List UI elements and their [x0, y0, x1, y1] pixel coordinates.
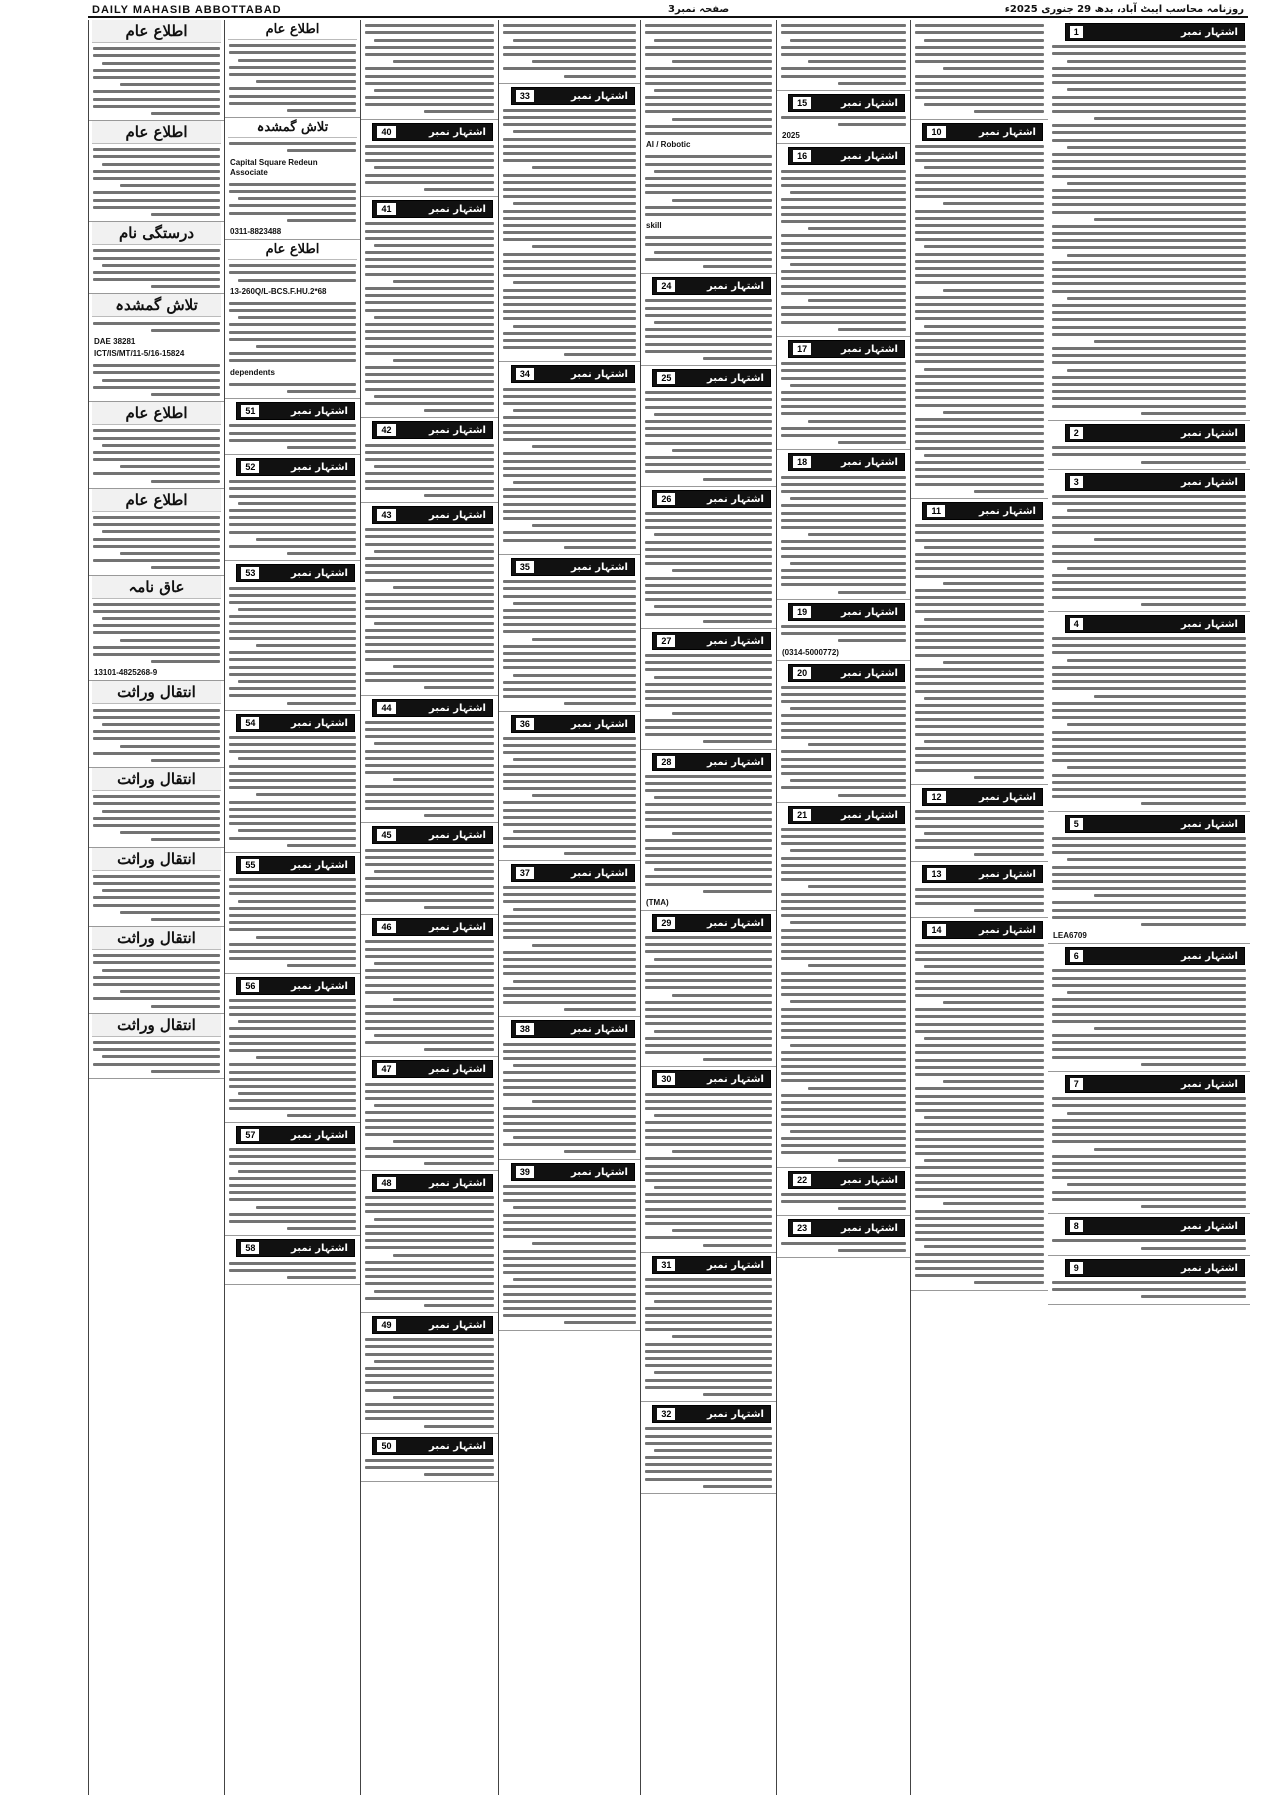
notice-badge: اشتہار نمبر 15 [788, 94, 905, 112]
phone-number: (0314-5000772) [782, 647, 839, 657]
notice-badge: اشتہار نمبر 47 [372, 1060, 493, 1078]
notice [225, 455, 360, 561]
notice [361, 503, 498, 696]
column-2 [910, 20, 1048, 1795]
notice-badge: اشتہار نمبر 56 [236, 977, 355, 995]
notice [225, 974, 360, 1123]
notice [641, 1253, 776, 1402]
notice-badge: اشتہار نمبر 1 [1065, 23, 1245, 41]
course-name: AI / Robotic [646, 140, 691, 150]
notice-heading: اطلاع عام [228, 20, 357, 40]
notice [499, 20, 640, 84]
notice-heading: تلاش گمشدہ [228, 118, 357, 138]
notice-badge: اشتہار نمبر 16 [788, 147, 905, 165]
notice-badge: اشتہار نمبر 37 [511, 864, 635, 882]
notice [361, 197, 498, 418]
notice-badge: اشتہار نمبر 51 [236, 402, 355, 420]
column-4 [640, 20, 776, 1795]
notice-badge: اشتہار نمبر 11 [922, 502, 1043, 520]
notice-badge: اشتہار نمبر 19 [788, 603, 905, 621]
notice [1048, 470, 1250, 612]
notice-heading: اطلاع عام [92, 20, 221, 43]
notice-heading: تلاش گمشدہ [92, 294, 221, 317]
notice [499, 362, 640, 555]
notice-badge: اشتہار نمبر 2 [1065, 424, 1245, 442]
notice-badge: اشتہار نمبر 10 [922, 123, 1043, 141]
notice [89, 402, 224, 489]
notice [777, 803, 910, 1168]
notice-badge: اشتہار نمبر 42 [372, 421, 493, 439]
column-1 [1048, 20, 1250, 1795]
notice [361, 915, 498, 1057]
notice [225, 711, 360, 853]
notice [777, 1216, 910, 1258]
notice [89, 927, 224, 1014]
notice-badge: اشتہار نمبر 54 [236, 714, 355, 732]
notice-badge: اشتہار نمبر 36 [511, 715, 635, 733]
notice-heading: انتقال وراثت [92, 681, 221, 704]
notice [777, 337, 910, 450]
notice [225, 240, 360, 399]
notice [361, 823, 498, 915]
masthead [88, 4, 1248, 18]
paper-name: DAILY MAHASIB ABBOTTABAD [92, 4, 282, 16]
notice-badge: اشتہار نمبر 9 [1065, 1259, 1245, 1277]
notice [911, 499, 1048, 785]
notice [499, 1160, 640, 1331]
notice-badge: اشتہار نمبر 44 [372, 699, 493, 717]
notice [361, 120, 498, 198]
notice-badge: اشتہار نمبر 14 [922, 921, 1043, 939]
notice-badge: اشتہار نمبر 33 [511, 87, 635, 105]
notice [641, 274, 776, 366]
notice [499, 84, 640, 363]
notice [89, 222, 224, 294]
notice-badge: اشتہار نمبر 55 [236, 856, 355, 874]
notice [641, 487, 776, 629]
notice [361, 20, 498, 120]
notice-heading: اطلاع عام [92, 402, 221, 425]
notice-badge: اشتہار نمبر 39 [511, 1163, 635, 1181]
reference-number: ICT/IS/MT/11-5/16-15824 [94, 349, 185, 358]
notice-heading: عاق نامہ [92, 576, 221, 599]
phone-number: 0311-8823488 [230, 226, 282, 236]
notice-badge: اشتہار نمبر 25 [652, 369, 771, 387]
notice [361, 1434, 498, 1483]
notice [641, 366, 776, 487]
dae-text: DAE 38281 [94, 337, 136, 346]
dateline: روزنامہ محاسب ایبٹ آباد، بدھ 29 جنوری 2025ء [1004, 4, 1244, 15]
notice-badge: اشتہار نمبر 6 [1065, 947, 1245, 965]
column-6 [360, 20, 498, 1795]
notice-badge: اشتہار نمبر 34 [511, 365, 635, 383]
cnic-number: 13101-4825268-9 [94, 668, 158, 678]
notice-badge: اشتہار نمبر 20 [788, 664, 905, 682]
notice-heading: اطلاع عام [92, 489, 221, 512]
notice [89, 294, 224, 402]
notice-body [1051, 45, 1247, 415]
notice-badge: اشتہار نمبر 12 [922, 788, 1043, 806]
notice-heading: انتقال وراثت [92, 768, 221, 791]
notice-badge: اشتہار نمبر 45 [372, 826, 493, 844]
notice [777, 20, 910, 91]
notice [641, 1067, 776, 1252]
notice-badge: اشتہار نمبر 30 [652, 1070, 771, 1088]
notice-badge: اشتہار نمبر 24 [652, 277, 771, 295]
notice-badge: اشتہار نمبر 43 [372, 506, 493, 524]
notice [641, 911, 776, 1068]
notice-badge: اشتہار نمبر 5 [1065, 815, 1245, 833]
notice [911, 918, 1048, 1290]
notice [89, 1014, 224, 1079]
notice [641, 750, 776, 911]
notice [1048, 1256, 1250, 1305]
notice [89, 848, 224, 928]
notice [225, 561, 360, 710]
notice-heading: انتقال وراثت [92, 927, 221, 950]
notice [89, 681, 224, 768]
notice-heading: اطلاع عام [92, 121, 221, 144]
notice [499, 555, 640, 712]
column-3 [776, 20, 910, 1795]
notice [89, 576, 224, 682]
notice [89, 489, 224, 576]
notice-badge: اشتہار نمبر 41 [372, 200, 493, 218]
notice-badge: اشتہار نمبر 40 [372, 123, 493, 141]
notice-badge: اشتہار نمبر 13 [922, 865, 1043, 883]
notice [777, 91, 910, 145]
notice-heading: درستگی نام [92, 222, 221, 245]
notice-badge: اشتہار نمبر 53 [236, 564, 355, 582]
notice [225, 1236, 360, 1285]
notice-badge: اشتہار نمبر 17 [788, 340, 905, 358]
notice [911, 862, 1048, 918]
reference-number: 13-260Q/L-BCS.F.HU.2*68 [230, 286, 327, 296]
vehicle-number: LEA6709 [1053, 931, 1087, 941]
notice-badge: اشتہار نمبر 58 [236, 1239, 355, 1257]
notice [225, 1123, 360, 1236]
notice-badge: اشتہار نمبر 48 [372, 1174, 493, 1192]
notice-heading: اطلاع عام [228, 240, 357, 260]
notice-badge: اشتہار نمبر 46 [372, 918, 493, 936]
notice [89, 20, 224, 121]
notice [225, 118, 360, 240]
column-5 [498, 20, 640, 1795]
notice [499, 712, 640, 861]
notice-badge: اشتہار نمبر 29 [652, 914, 771, 932]
notice-badge: اشتہار نمبر 23 [788, 1219, 905, 1237]
year-text: 2025 [782, 131, 800, 141]
notice [911, 785, 1048, 863]
notice-badge: اشتہار نمبر 38 [511, 1020, 635, 1038]
notice [1048, 20, 1250, 421]
notice-badge: اشتہار نمبر 26 [652, 490, 771, 508]
tma-text: (TMA) [646, 897, 669, 907]
notice [777, 661, 910, 803]
notice-badge: اشتہار نمبر 49 [372, 1316, 493, 1334]
notice [89, 121, 224, 222]
notice [361, 1171, 498, 1313]
column-7 [224, 20, 360, 1795]
notice [499, 861, 640, 1018]
notice [641, 20, 776, 274]
notice [1048, 944, 1250, 1072]
notice-heading: انتقال وراثت [92, 1014, 221, 1037]
notice [1048, 1214, 1250, 1256]
notice [225, 399, 360, 455]
skill-text: skill [646, 221, 662, 231]
notice [225, 853, 360, 974]
notice [361, 1057, 498, 1170]
notice-badge: اشتہار نمبر 3 [1065, 473, 1245, 491]
notice-badge: اشتہار نمبر 52 [236, 458, 355, 476]
notice-badge: اشتہار نمبر 21 [788, 806, 905, 824]
column-8 [88, 20, 224, 1795]
notice [911, 120, 1048, 499]
notice [1048, 612, 1250, 812]
notice [777, 450, 910, 599]
notice-badge: اشتہار نمبر 7 [1065, 1075, 1245, 1093]
page-number: صفحہ نمبر3 [668, 4, 730, 15]
notice [777, 144, 910, 337]
notice-badge: اشتہار نمبر 4 [1065, 615, 1245, 633]
notice-badge: اشتہار نمبر 27 [652, 632, 771, 650]
notice [641, 1402, 776, 1494]
notice [361, 418, 498, 503]
notice [777, 1168, 910, 1217]
notice [225, 20, 360, 118]
notice [641, 629, 776, 750]
notice [777, 600, 910, 661]
notice [1048, 421, 1250, 470]
notice-badge: اشتہار نمبر 50 [372, 1437, 493, 1455]
notice-heading: انتقال وراثت [92, 848, 221, 871]
dependents-text: dependents [230, 367, 275, 377]
firm-name: Capital Square Redeun Associate [230, 157, 318, 177]
notice [1048, 812, 1250, 945]
notice-badge: اشتہار نمبر 22 [788, 1171, 905, 1189]
notice [1048, 1072, 1250, 1214]
notice-badge: اشتہار نمبر 18 [788, 453, 905, 471]
notice [89, 768, 224, 848]
notice-badge: اشتہار نمبر 8 [1065, 1217, 1245, 1235]
notice [361, 696, 498, 824]
notice-badge: اشتہار نمبر 57 [236, 1126, 355, 1144]
notice-badge: اشتہار نمبر 31 [652, 1256, 771, 1274]
notice-badge: اشتہار نمبر 35 [511, 558, 635, 576]
notice [499, 1017, 640, 1159]
notice [911, 20, 1048, 120]
notice-badge: اشتہار نمبر 28 [652, 753, 771, 771]
notice-badge: اشتہار نمبر 32 [652, 1405, 771, 1423]
notice [361, 1313, 498, 1434]
